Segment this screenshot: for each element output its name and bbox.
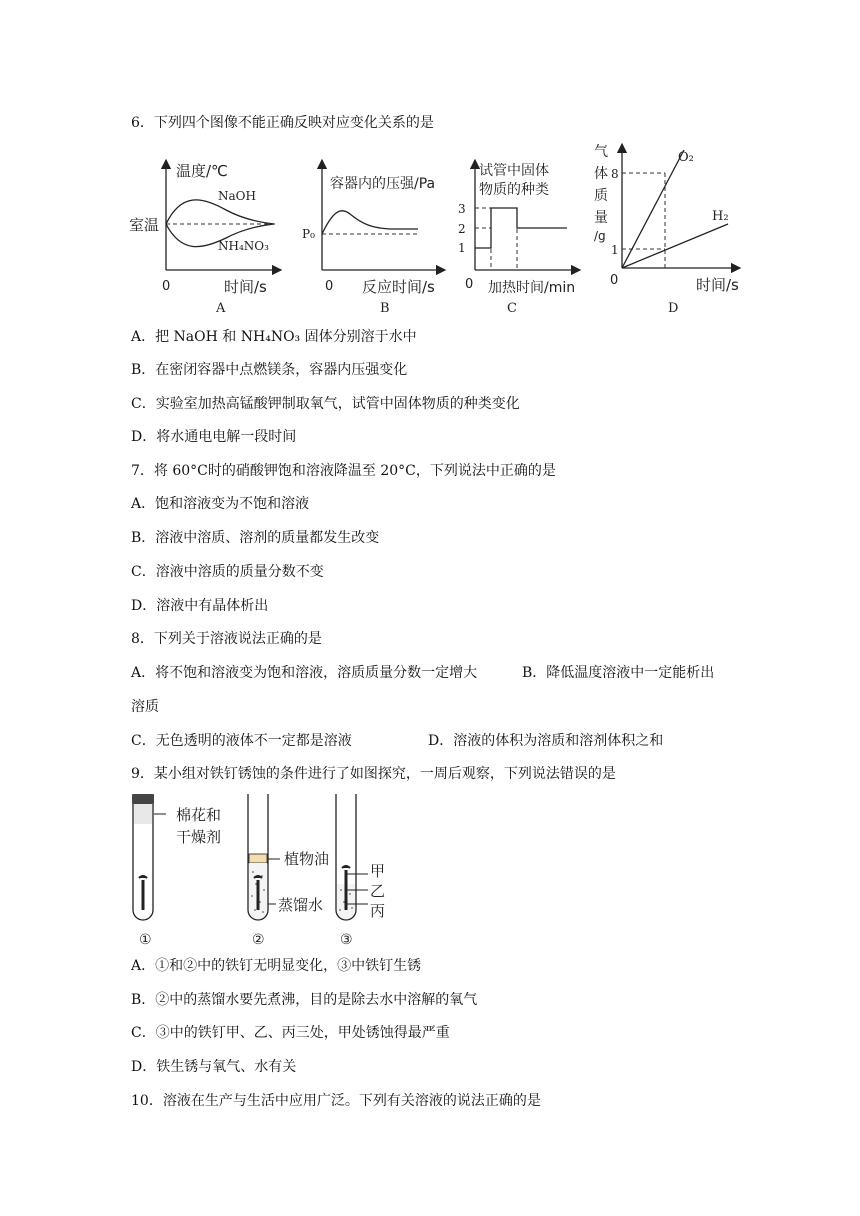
graph-a-caption: A (216, 301, 226, 316)
graph-d-ylabel-2: 体 (594, 166, 608, 182)
graph-d-o2-line (622, 150, 684, 268)
graph-d (592, 138, 752, 318)
q6-option-a: A．把 NaOH 和 NH₄NO₃ 固体分别溶于水中 (131, 329, 417, 345)
label-bing: 丙 (370, 902, 386, 920)
tube-1-nail (139, 876, 147, 878)
graph-b-ylabel: 容器内的压强/Pa (330, 176, 436, 192)
tube-1-cotton (134, 804, 152, 824)
graph-c-tick-1: 1 (458, 241, 466, 255)
graph-c-xlabel: 加热时间/min (488, 280, 576, 296)
graph-d-origin: 0 (610, 273, 619, 288)
q9-option-b: B．②中的蒸馏水要先煮沸，目的是除去水中溶解的氧气 (131, 992, 478, 1008)
q7-option-c: C．溶液中溶质的质量分数不变 (131, 564, 324, 580)
q7-stem: 7．将 60°C时的硝酸钾饱和溶液降温至 20°C，下列说法中正确的是 (131, 463, 556, 479)
q7-option-d: D．溶液中有晶体析出 (131, 598, 269, 614)
tube-1-label: ① (139, 932, 152, 948)
graph-a (126, 158, 286, 318)
q10-stem: 10．溶液在生产与生活中应用广泛。下列有关溶液的说法正确的是 (131, 1093, 541, 1109)
q9-option-a: A．①和②中的铁钉无明显变化，③中铁钉生锈 (131, 958, 422, 974)
tube-3-label: ③ (340, 932, 353, 948)
graph-d-h2-label: H₂ (712, 209, 729, 224)
graph-b-p0-label: P₀ (302, 227, 315, 241)
graph-b-xlabel: 反应时间/s (362, 278, 435, 296)
graph-c-origin: 0 (465, 277, 474, 292)
graph-a-xlabel: 时间/s (224, 278, 267, 296)
q6-option-c: C．实验室加热高锰酸钾制取氧气，试管中固体物质的种类变化 (131, 396, 520, 412)
graph-c-caption: C (507, 301, 517, 316)
graph-d-ylabel-1: 气 (594, 144, 608, 160)
q6-stem: 6．下列四个图像不能正确反映对应变化关系的是 (131, 115, 434, 131)
graph-d-tick-1: 1 (611, 243, 619, 257)
q6-option-b: B．在密闭容器中点燃镁条，容器内压强变化 (131, 362, 408, 378)
test-tube-3 (336, 794, 385, 948)
graph-a-origin: 0 (162, 279, 171, 294)
q7-option-a: A．饱和溶液变为不饱和溶液 (131, 496, 310, 512)
tube-2-nail (254, 876, 262, 878)
graph-a-ylabel: 温度/℃ (176, 162, 228, 180)
tube-2-oil-layer (249, 854, 267, 863)
graph-d-xlabel: 时间/s (696, 276, 739, 294)
q7-option-b: B．溶液中溶质、溶剂的质量都发生改变 (131, 530, 380, 546)
graph-d-tick-8: 8 (611, 167, 619, 181)
q9-option-c: C．③中的铁钉甲、乙、丙三处，甲处锈蚀得最严重 (131, 1025, 450, 1041)
graph-b-caption: B (380, 301, 390, 316)
q8-option-a: A．将不饱和溶液变为饱和溶液，溶质质量分数一定增大 (131, 665, 478, 681)
graph-b-pressure-curve (322, 211, 418, 234)
graph-b (300, 158, 450, 318)
graph-c-ylabel-1: 试管中固体 (479, 163, 549, 179)
tube-3-nail (342, 866, 350, 868)
graph-c-ylabel-2: 物质的种类 (479, 182, 549, 198)
graph-c-tick-3: 3 (458, 202, 466, 216)
graph-c-species-line (475, 208, 567, 248)
graph-a-naoh-label: NaOH (218, 189, 256, 203)
q8-option-b: B．降低温度溶液中一定能析出 (522, 665, 715, 681)
graph-d-h2-line (622, 224, 728, 268)
graph-d-ylabel-5: /g (594, 229, 606, 243)
graph-d-caption: D (668, 301, 679, 316)
label-distilled-water: 蒸馏水 (278, 896, 324, 914)
graph-c-tick-2: 2 (458, 222, 466, 236)
label-yi: 乙 (370, 882, 386, 900)
graph-d-o2-label: O₂ (678, 150, 694, 165)
graph-d-ylabel-4: 量 (594, 210, 608, 226)
graph-a-naoh-curve (166, 200, 274, 224)
q6-option-d: D．将水通电电解一段时间 (131, 429, 297, 445)
q8-option-d: D．溶液的体积为溶质和溶剂体积之和 (428, 733, 664, 749)
iron-rust-figure (124, 792, 414, 952)
q8-stem: 8．下列关于溶液说法正确的是 (131, 631, 322, 647)
q8-option-b-cont: 溶质 (131, 699, 159, 715)
graph-a-room-temp-label: 室温 (129, 216, 160, 234)
q8-option-c: C．无色透明的液体不一定都是溶液 (131, 733, 352, 749)
tube-2-label: ② (252, 932, 265, 948)
test-tube-1 (132, 794, 221, 948)
label-vegetable-oil: 植物油 (284, 850, 330, 868)
graph-d-ylabel-3: 质 (594, 188, 608, 204)
q9-option-d: D．铁生锈与氧气、水有关 (131, 1059, 297, 1075)
label-cotton: 棉花和 (176, 806, 222, 824)
test-tube-2 (248, 794, 329, 948)
graph-b-origin: 0 (325, 279, 334, 294)
q9-stem: 9．某小组对铁钉锈蚀的条件进行了如图探究，一周后观察，下列说法错误的是 (131, 766, 616, 782)
label-desiccant: 干燥剂 (176, 828, 222, 846)
graph-a-nh4no3-label: NH₄NO₃ (218, 239, 269, 253)
tube-1-stopper (132, 794, 154, 804)
label-jia: 甲 (370, 862, 386, 880)
graph-c (455, 158, 595, 318)
